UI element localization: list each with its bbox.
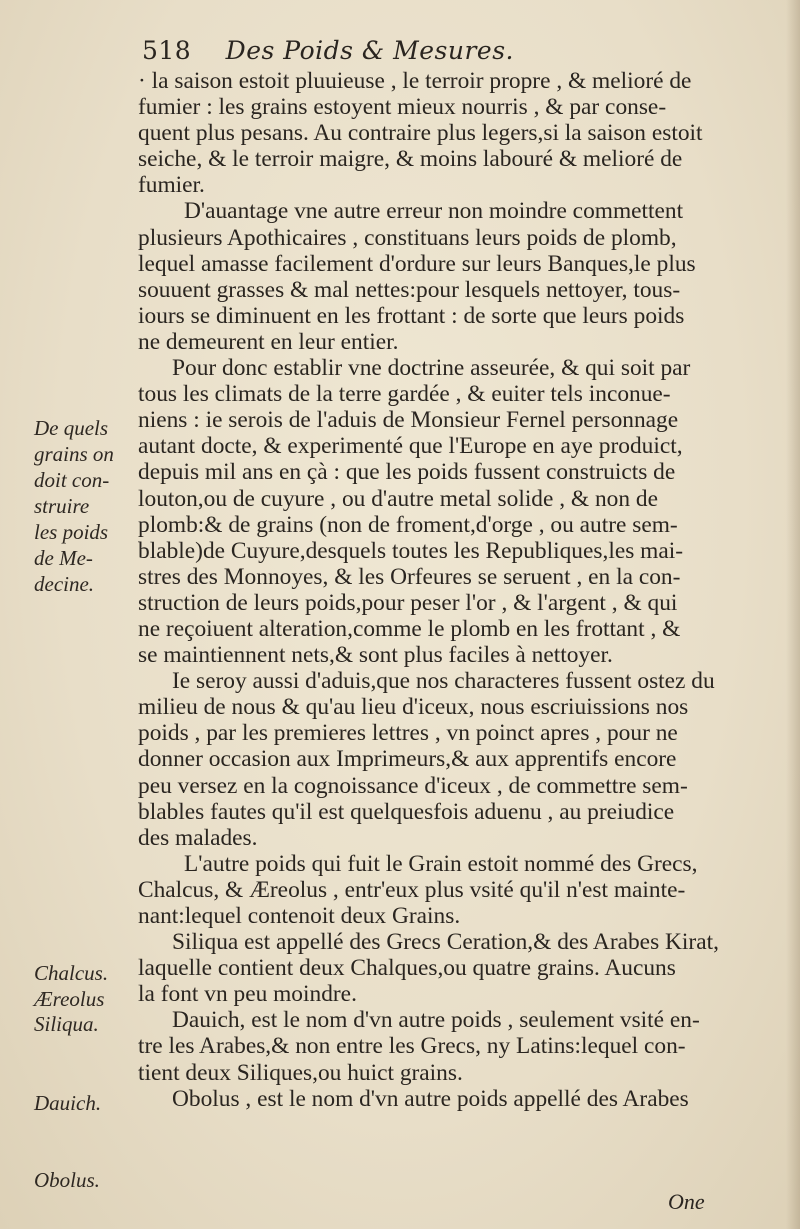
text-line: · la saison estoit pluuieuse , le terroir propre , & melioré de	[138, 68, 692, 94]
text-line: milieu de nous & qu'au lieu d'iceux, nous escriuissions nos	[138, 694, 689, 721]
text-line: louton,ou de cuyure , ou d'autre metal solide , & non de	[138, 485, 658, 512]
text-line: depuis mil ans en çà : que les poids fussent construicts de	[138, 459, 676, 486]
running-title: Des Poids & Mesures.	[225, 36, 514, 65]
margin-note-dauich: Dauich.	[34, 1091, 102, 1115]
text-line: tous les climats de la terre gardée , & euiter tels inconue-	[138, 381, 671, 408]
text-line: ne demeurent en leur entier.	[138, 328, 399, 355]
margin-line: de Me-	[34, 546, 93, 570]
body-text	[138, 68, 770, 1112]
margin-note-grains	[34, 415, 138, 597]
text-line: souuent grasses & mal nettes:pour lesquels nettoyer, tous-	[138, 276, 681, 303]
text-line: quent plus pesans. Au contraire plus legers,si la saison estoit	[138, 120, 703, 147]
text-line: seiche, & le terroir maigre, & moins labouré & melioré de	[138, 146, 683, 173]
margin-note-chalcus	[34, 960, 138, 1012]
text-line: se maintiennent nets,& sont plus faciles à nettoyer.	[138, 642, 613, 669]
margin-line: doit con-	[34, 468, 110, 492]
text-line: peu versez en la cognoissance d'iceux , de commettre sem-	[138, 772, 688, 799]
text-line: poids , par les premieres lettres , vn poinct apres , pour ne	[138, 720, 678, 747]
margin-line: De quels	[34, 416, 109, 440]
margin-line: Chalcus.	[34, 961, 109, 985]
text-line: Chalcus, & Æreolus , entr'eux plus vsité qu'il n'est mainte-	[138, 876, 686, 903]
text-line: la font vn peu moindre.	[138, 981, 357, 1008]
text-line: plusieurs Apothicaires , constituans leurs poids de plomb,	[138, 224, 677, 251]
text-line: donner occasion aux Imprimeurs,& aux apprentifs encore	[138, 746, 677, 773]
text-line: Dauich, est le nom d'vn autre poids , seulement vsité en-	[172, 1007, 700, 1034]
margin-line: les poids	[34, 520, 109, 544]
text-line: ne reçoiuent alteration,comme le plomb en les frottant , &	[138, 615, 681, 642]
text-line: des malades.	[138, 824, 258, 851]
margin-line: grains on	[34, 442, 114, 466]
page-number: 518	[142, 36, 192, 65]
text-line: blable)de Cuyure,desquels toutes les Republiques,les mai-	[138, 537, 684, 564]
catchword: One	[668, 1189, 705, 1214]
text-line: blables fautes qu'il est quelquesfois aduenu , au preiudice	[138, 798, 675, 825]
page-edge-shadow	[786, 0, 800, 1229]
text-line: tient deux Siliques,ou huict grains.	[138, 1059, 463, 1086]
text-line: Pour donc establir vne doctrine asseurée, & qui soit par	[172, 355, 691, 382]
text-line: laquelle contient deux Chalques,ou quatre grains. Aucuns	[138, 955, 676, 982]
margin-note-siliqua: Siliqua.	[34, 1012, 99, 1036]
margin-line: struire	[34, 494, 90, 518]
text-line: fumier.	[138, 172, 205, 199]
text-line: Ie seroy aussi d'aduis,que nos characteres fussent ostez du	[172, 668, 715, 695]
text-line: niens : ie serois de l'aduis de Monsieur Fernel personnage	[138, 407, 679, 434]
margin-line: Æreolus	[34, 987, 105, 1011]
text-line: lequel amasse facilement d'ordure sur leurs Banques,le plus	[138, 250, 696, 277]
margin-note-obolus: Obolus.	[34, 1168, 100, 1192]
text-line: D'auantage vne autre erreur non moindre commettent	[184, 198, 684, 225]
text-line: autant docte, & experimenté que l'Europe en aye produict,	[138, 433, 683, 460]
text-line: fumier : les grains estoyent mieux nourris , & par conse-	[138, 94, 667, 121]
text-line: struction de leurs poids,pour peser l'or , & l'argent , & qui	[138, 589, 678, 616]
text-line: Siliqua est appellé des Grecs Ceration,& des Arabes Kirat,	[172, 929, 719, 956]
text-line: Obolus , est le nom d'vn autre poids appellé des Arabes	[172, 1085, 689, 1112]
text-line: L'autre poids qui fuit le Grain estoit nommé des Grecs,	[184, 850, 698, 877]
text-line: stres des Monnoyes, & les Orfeures se seruent , en la con-	[138, 563, 681, 590]
text-line: iours se diminuent en les frottant : de sorte que leurs poids	[138, 302, 685, 329]
running-header	[142, 36, 742, 65]
text-line: tre les Arabes,& non entre les Grecs, ny Latins:lequel con-	[138, 1033, 686, 1060]
margin-line: decine.	[34, 572, 95, 596]
text-line: plomb:& de grains (non de froment,d'orge , ou autre sem-	[138, 511, 678, 538]
text-line: nant:lequel contenoit deux Grains.	[138, 903, 461, 929]
